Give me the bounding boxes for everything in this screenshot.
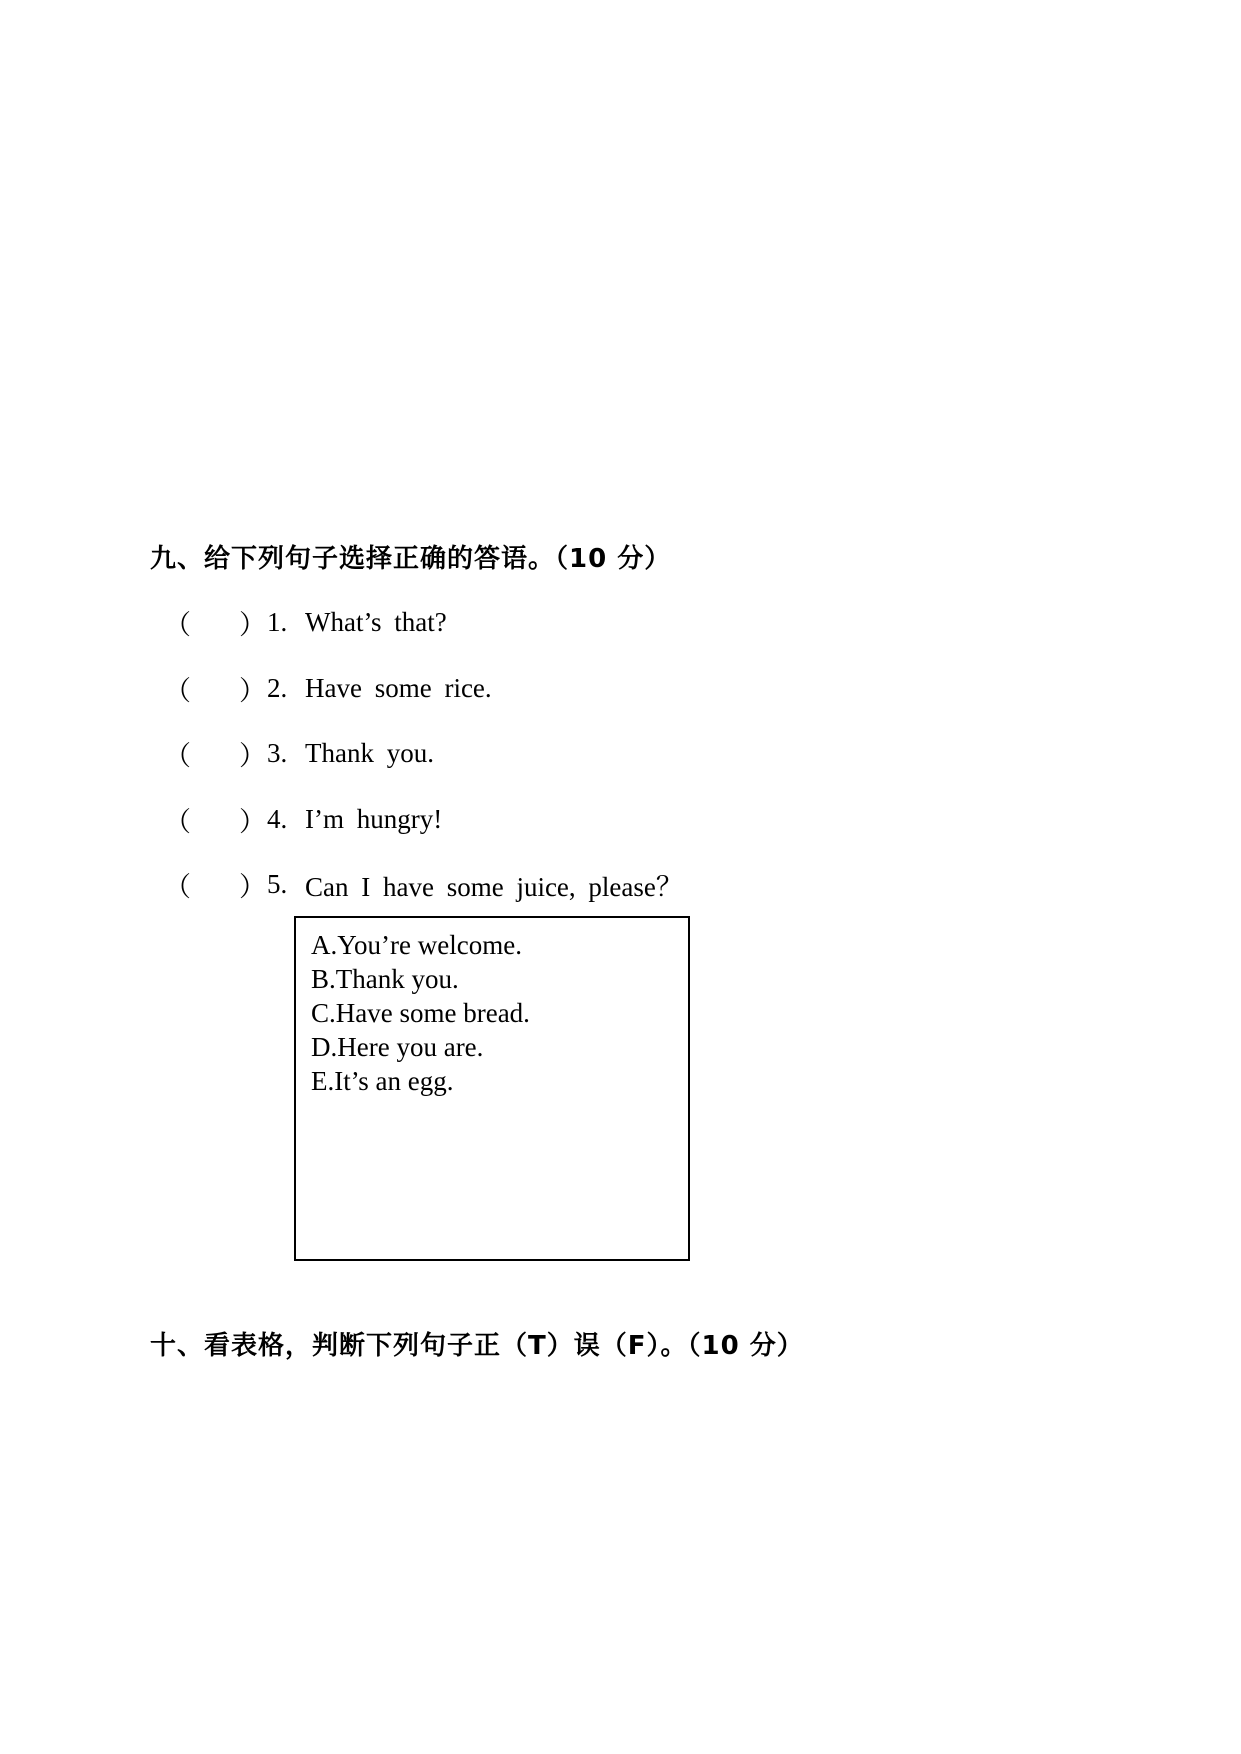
question-text: I’m hungry! [305,803,443,834]
answer-blank-open[interactable]: （ [164,871,191,902]
question-number: 1. [267,606,288,637]
answer-blank-close: ） [239,871,266,902]
question-row [164,867,683,901]
question-number: 5. [267,868,288,899]
answer-blank-open[interactable]: （ [164,675,191,706]
question-row [164,736,434,770]
answer-blank-open[interactable]: （ [164,806,191,837]
question-number: 4. [267,803,288,834]
option-d: D.Here you are. [311,1032,484,1062]
question-text: Thank you. [305,737,434,768]
question-row [164,802,442,836]
answer-blank-open[interactable]: （ [164,740,191,771]
section-ten-heading: 十、看表格，判断下列句子正（T）误（F）。（10 分） [150,1331,804,1361]
question-number: 3. [267,737,288,768]
answer-blank-open[interactable]: （ [164,609,191,640]
option-c: C.Have some bread. [311,998,530,1028]
answer-blank-close: ） [239,609,266,640]
question-text: Can I have some juice, please？ [305,871,683,902]
option-b: B.Thank you. [311,964,459,994]
answer-blank-close: ） [239,740,266,771]
answer-blank-close: ） [239,806,266,837]
question-text: Have some rice. [305,672,492,703]
section-nine-heading: 九、给下列句子选择正确的答语。（10 分） [150,544,672,574]
option-e: E.It’s an egg. [311,1066,454,1096]
answer-options-box [294,916,690,1261]
question-row [164,605,447,639]
option-a: A.You’re welcome. [311,930,522,960]
question-number: 2. [267,672,288,703]
question-row [164,671,492,705]
answer-blank-close: ） [239,675,266,706]
question-text: What’s that? [305,606,447,637]
